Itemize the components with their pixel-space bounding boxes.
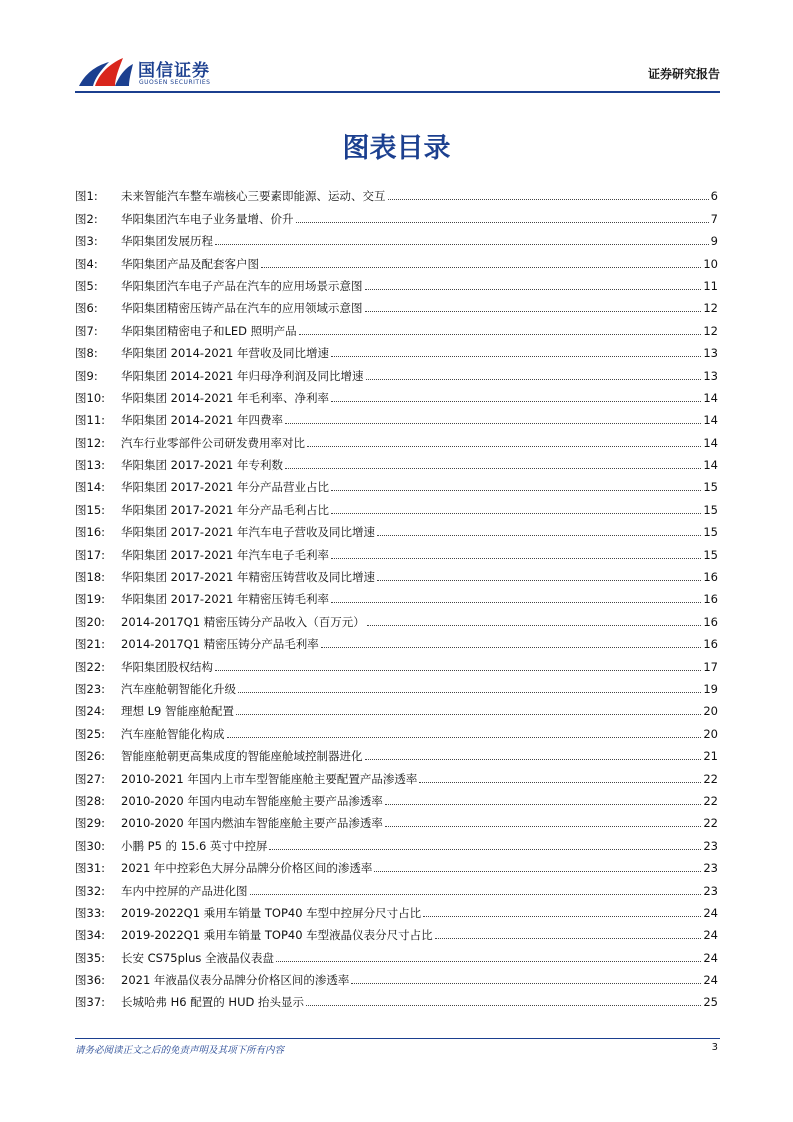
toc-entry-leader bbox=[285, 468, 701, 469]
toc-entry-number: 图25: bbox=[75, 726, 106, 741]
toc-entry-title: 2010-2020 年国内燃油车智能座舱主要产品渗透率 bbox=[121, 816, 383, 831]
toc-entry-title: 华阳集团产品及配套客户图 bbox=[121, 256, 259, 271]
logo-english-name: GUOSEN SECURITIES bbox=[139, 79, 211, 86]
toc-entry[interactable] bbox=[75, 808, 718, 830]
toc-entry-title: 华阳集团 2017-2021 年专利数 bbox=[121, 458, 283, 473]
toc-entry-title: 华阳集团 2017-2021 年精密压铸毛利率 bbox=[121, 592, 329, 607]
toc-entry-number: 图15: bbox=[75, 502, 106, 517]
toc-entry-page: 14 bbox=[703, 413, 718, 428]
toc-entry-leader bbox=[365, 759, 702, 760]
toc-entry-leader bbox=[374, 871, 701, 872]
page-number: 3 bbox=[711, 1042, 718, 1053]
toc-entry-number: 图20: bbox=[75, 614, 106, 629]
toc-entry-number: 图14: bbox=[75, 480, 106, 495]
toc-entry-number: 图12: bbox=[75, 435, 106, 450]
toc-entry-leader bbox=[385, 804, 702, 805]
toc-entry[interactable] bbox=[75, 584, 718, 606]
toc-entry[interactable] bbox=[75, 763, 718, 785]
toc-entry-leader bbox=[236, 714, 701, 715]
toc-entry-title: 汽车行业零部件公司研发费用率对比 bbox=[121, 435, 305, 450]
toc-entry[interactable] bbox=[75, 786, 718, 808]
toc-entry-page: 13 bbox=[703, 346, 718, 361]
toc-entry-page: 24 bbox=[703, 950, 718, 965]
toc-entry[interactable] bbox=[75, 271, 718, 293]
toc-entry-title: 华阳集团 2014-2021 年毛利率、净利率 bbox=[121, 390, 329, 405]
toc-entry[interactable] bbox=[75, 539, 718, 561]
toc-entry[interactable] bbox=[75, 293, 718, 315]
toc-entry-leader bbox=[227, 737, 702, 738]
toc-entry-page: 20 bbox=[703, 704, 718, 719]
toc-entry-number: 图26: bbox=[75, 749, 106, 764]
toc-entry-leader bbox=[215, 244, 709, 245]
toc-entry-page: 14 bbox=[703, 458, 718, 473]
toc-entry-page: 24 bbox=[703, 928, 718, 943]
toc-entry-title: 华阳集团精密压铸产品在汽车的应用领域示意图 bbox=[121, 301, 363, 316]
toc-entry-leader bbox=[261, 267, 701, 268]
toc-entry-page: 25 bbox=[703, 995, 718, 1010]
toc-entry-title: 华阳集团 2017-2021 年汽车电子营收及同比增速 bbox=[121, 525, 375, 540]
toc-entry-leader bbox=[276, 961, 701, 962]
toc-entry-page: 24 bbox=[703, 905, 718, 920]
toc-entry-number: 图3: bbox=[75, 234, 98, 249]
toc-entry-number: 图24: bbox=[75, 704, 106, 719]
toc-entry-leader bbox=[367, 625, 702, 626]
toc-entry-page: 16 bbox=[703, 592, 718, 607]
toc-entry-page: 24 bbox=[703, 973, 718, 988]
toc-entry[interactable] bbox=[75, 741, 718, 763]
toc-entry-page: 7 bbox=[710, 211, 718, 226]
toc-entry-number: 图36: bbox=[75, 973, 106, 988]
toc-entry-title: 长安 CS75plus 全液晶仪表盘 bbox=[121, 950, 275, 965]
toc-entry-title: 智能座舱朝更高集成度的智能座舱域控制器进化 bbox=[121, 749, 363, 764]
toc-entry-title: 汽车座舱智能化构成 bbox=[121, 726, 225, 741]
toc-entry[interactable] bbox=[75, 360, 718, 382]
page-header bbox=[75, 52, 720, 92]
toc-entry-number: 图10: bbox=[75, 390, 106, 405]
toc-entry-leader bbox=[377, 535, 701, 536]
toc-entry-leader bbox=[331, 356, 701, 357]
toc-entry-leader bbox=[215, 670, 701, 671]
toc-entry-title: 华阳集团 2014-2021 年四费率 bbox=[121, 413, 283, 428]
toc-entry-leader bbox=[331, 558, 701, 559]
toc-entry-leader bbox=[306, 1005, 701, 1006]
toc-entry[interactable] bbox=[75, 472, 718, 494]
toc-entry-number: 图2: bbox=[75, 211, 98, 226]
toc-entry-page: 15 bbox=[703, 502, 718, 517]
toc-entry-leader bbox=[296, 222, 709, 223]
toc-entry-number: 图9: bbox=[75, 368, 98, 383]
guosen-logo-icon bbox=[75, 54, 135, 90]
toc-entry-page: 16 bbox=[703, 637, 718, 652]
toc-entry-number: 图28: bbox=[75, 793, 106, 808]
toc-entry-page: 23 bbox=[703, 838, 718, 853]
toc-entry-title: 车内中控屏的产品进化图 bbox=[121, 883, 248, 898]
toc-entry-number: 图34: bbox=[75, 928, 106, 943]
toc-entry-leader bbox=[269, 849, 701, 850]
toc-entry-leader bbox=[331, 602, 701, 603]
toc-entry[interactable] bbox=[75, 606, 718, 628]
toc-entry-title: 华阳集团发展历程 bbox=[121, 234, 213, 249]
toc-entry-number: 图8: bbox=[75, 346, 98, 361]
toc-entry-leader bbox=[377, 580, 701, 581]
toc-entry-page: 14 bbox=[703, 435, 718, 450]
toc-entry-leader bbox=[238, 692, 701, 693]
toc-entry-page: 10 bbox=[703, 256, 718, 271]
toc-entry-number: 图5: bbox=[75, 278, 98, 293]
toc-entry[interactable] bbox=[75, 942, 718, 964]
toc-entry-title: 华阳集团 2017-2021 年精密压铸营收及同比增速 bbox=[121, 570, 375, 585]
toc-entry[interactable] bbox=[75, 226, 718, 248]
toc-entry-page: 12 bbox=[703, 301, 718, 316]
toc-entry-title: 华阳集团 2017-2021 年分产品营业占比 bbox=[121, 480, 329, 495]
toc-entry-number: 图13: bbox=[75, 458, 106, 473]
toc-entry-number: 图19: bbox=[75, 592, 106, 607]
page-title: 图表目录 bbox=[342, 133, 451, 164]
toc-entry-leader bbox=[331, 513, 701, 514]
toc-entry-page: 15 bbox=[703, 525, 718, 540]
toc-entry-title: 华阳集团汽车电子产品在汽车的应用场景示意图 bbox=[121, 278, 363, 293]
toc-entry-number: 图30: bbox=[75, 838, 106, 853]
toc-entry[interactable] bbox=[75, 494, 718, 516]
toc-entry-number: 图17: bbox=[75, 547, 106, 562]
toc-entry-number: 图4: bbox=[75, 256, 98, 271]
toc-entry-leader bbox=[351, 983, 701, 984]
toc-entry-page: 6 bbox=[710, 189, 718, 204]
toc-entry-title: 华阳集团 2017-2021 年分产品毛利占比 bbox=[121, 502, 329, 517]
toc-entry-leader bbox=[365, 311, 702, 312]
toc-entry-title: 华阳集团 2014-2021 年营收及同比增速 bbox=[121, 346, 329, 361]
toc-entry[interactable] bbox=[75, 338, 718, 360]
toc-entry-title: 华阳集团汽车电子业务量增、价升 bbox=[121, 211, 294, 226]
toc-entry[interactable] bbox=[75, 875, 718, 897]
logo-chinese-name: 国信证券 bbox=[138, 61, 210, 81]
toc-entry-title: 华阳集团精密电子和LED 照明产品 bbox=[121, 323, 297, 338]
toc-entry-page: 16 bbox=[703, 570, 718, 585]
toc-entry-leader bbox=[385, 826, 702, 827]
toc-entry-page: 19 bbox=[703, 681, 718, 696]
toc-entry-page: 20 bbox=[703, 726, 718, 741]
toc-entry-number: 图37: bbox=[75, 995, 106, 1010]
toc-entry[interactable] bbox=[75, 562, 718, 584]
toc-entry[interactable] bbox=[75, 696, 718, 718]
toc-entry-number: 图29: bbox=[75, 816, 106, 831]
toc-entry[interactable] bbox=[75, 427, 718, 449]
toc-entry[interactable] bbox=[75, 181, 718, 203]
toc-entry[interactable] bbox=[75, 965, 718, 987]
toc-entry[interactable] bbox=[75, 315, 718, 337]
toc-entry-leader bbox=[388, 199, 709, 200]
toc-entry-number: 图35: bbox=[75, 950, 106, 965]
toc-entry-number: 图32: bbox=[75, 883, 106, 898]
toc-entry-leader bbox=[250, 894, 702, 895]
toc-entry-number: 图21: bbox=[75, 637, 106, 652]
toc-entry-leader bbox=[419, 782, 701, 783]
toc-entry-title: 2019-2022Q1 乘用车销量 TOP40 车型中控屏分尺寸占比 bbox=[121, 905, 422, 920]
toc-entry-title: 未来智能汽车整车端核心三要素即能源、运动、交互 bbox=[121, 189, 386, 204]
toc-entry-leader bbox=[321, 647, 702, 648]
toc-entry[interactable] bbox=[75, 674, 718, 696]
toc-entry-title: 2021 年中控彩色大屏分品牌分价格区间的渗透率 bbox=[121, 861, 373, 876]
toc-entry-page: 17 bbox=[703, 659, 718, 674]
toc-entry[interactable] bbox=[75, 405, 718, 427]
toc-entry-leader bbox=[365, 289, 702, 290]
toc-entry[interactable] bbox=[75, 450, 718, 472]
toc-entry[interactable] bbox=[75, 920, 718, 942]
toc-entry-page: 15 bbox=[703, 547, 718, 562]
toc-entry-leader bbox=[366, 379, 702, 380]
toc-entry-title: 汽车座舱朝智能化升级 bbox=[121, 681, 236, 696]
toc-entry-page: 12 bbox=[703, 323, 718, 338]
toc-entry-title: 2010-2020 年国内电动车智能座舱主要产品渗透率 bbox=[121, 793, 383, 808]
toc-entry-number: 图22: bbox=[75, 659, 106, 674]
toc-entry[interactable] bbox=[75, 830, 718, 852]
toc-entry[interactable] bbox=[75, 248, 718, 270]
toc-entry-page: 23 bbox=[703, 883, 718, 898]
toc-entry-title: 理想 L9 智能座舱配置 bbox=[121, 704, 235, 719]
toc-entry-title: 2010-2021 年国内上市车型智能座舱主要配置产品渗透率 bbox=[121, 771, 418, 786]
toc-entry-leader bbox=[307, 446, 701, 447]
toc-entry[interactable] bbox=[75, 987, 718, 1009]
toc-entry[interactable] bbox=[75, 629, 718, 651]
toc-entry[interactable] bbox=[75, 718, 718, 740]
toc-entry[interactable] bbox=[75, 853, 718, 875]
toc-entry-number: 图27: bbox=[75, 771, 106, 786]
toc-entry-title: 2019-2022Q1 乘用车销量 TOP40 车型液晶仪表分尺寸占比 bbox=[121, 928, 433, 943]
toc-entry-page: 15 bbox=[703, 480, 718, 495]
toc-entry-title: 2021 年液晶仪表分品牌分价格区间的渗透率 bbox=[121, 973, 350, 988]
toc-entry[interactable] bbox=[75, 651, 718, 673]
report-type-label: 证券研究报告 bbox=[647, 67, 720, 81]
toc-entry-title: 小鹏 P5 的 15.6 英寸中控屏 bbox=[121, 838, 268, 853]
guosen-logo bbox=[75, 52, 255, 92]
toc-entry-page: 21 bbox=[703, 749, 718, 764]
toc-entry-number: 图16: bbox=[75, 525, 106, 540]
toc-entry[interactable] bbox=[75, 517, 718, 539]
toc-entry-page: 23 bbox=[703, 861, 718, 876]
toc-entry[interactable] bbox=[75, 203, 718, 225]
toc-entry[interactable] bbox=[75, 383, 718, 405]
toc-entry-number: 图23: bbox=[75, 681, 106, 696]
toc-entry-number: 图7: bbox=[75, 323, 98, 338]
toc-entry-title: 2014-2017Q1 精密压铸分产品收入（百万元） bbox=[121, 614, 365, 629]
toc-entry-number: 图33: bbox=[75, 905, 106, 920]
toc-entry-title: 华阳集团 2014-2021 年归母净利润及同比增速 bbox=[121, 368, 364, 383]
toc-entry-title: 2014-2017Q1 精密压铸分产品毛利率 bbox=[121, 637, 319, 652]
toc-entry-leader bbox=[299, 334, 702, 335]
toc-entry-page: 14 bbox=[703, 390, 718, 405]
toc-entry-page: 11 bbox=[703, 278, 718, 293]
toc-entry-page: 22 bbox=[703, 793, 718, 808]
toc-entry-number: 图11: bbox=[75, 413, 106, 428]
toc-entry-number: 图31: bbox=[75, 861, 106, 876]
figure-toc-list bbox=[75, 181, 718, 1009]
toc-entry-title: 长城哈弗 H6 配置的 HUD 抬头显示 bbox=[121, 995, 305, 1010]
toc-entry-title: 华阳集团 2017-2021 年汽车电子毛利率 bbox=[121, 547, 329, 562]
header-divider bbox=[75, 91, 720, 93]
toc-entry-leader bbox=[285, 423, 701, 424]
footer-divider bbox=[75, 1038, 720, 1039]
toc-entry-leader bbox=[331, 401, 701, 402]
toc-entry-page: 16 bbox=[703, 614, 718, 629]
toc-entry-page: 22 bbox=[703, 816, 718, 831]
toc-entry-number: 图1: bbox=[75, 189, 98, 204]
toc-entry-number: 图18: bbox=[75, 570, 106, 585]
toc-entry-leader bbox=[423, 916, 701, 917]
toc-entry-page: 22 bbox=[703, 771, 718, 786]
toc-entry-leader bbox=[331, 490, 701, 491]
toc-entry[interactable] bbox=[75, 898, 718, 920]
toc-entry-leader bbox=[435, 938, 702, 939]
toc-entry-title: 华阳集团股权结构 bbox=[121, 659, 213, 674]
toc-entry-page: 13 bbox=[703, 368, 718, 383]
toc-entry-page: 9 bbox=[710, 234, 718, 249]
footer-disclaimer: 请务必阅读正文之后的免责声明及其项下所有内容 bbox=[75, 1045, 285, 1056]
toc-entry-number: 图6: bbox=[75, 301, 98, 316]
